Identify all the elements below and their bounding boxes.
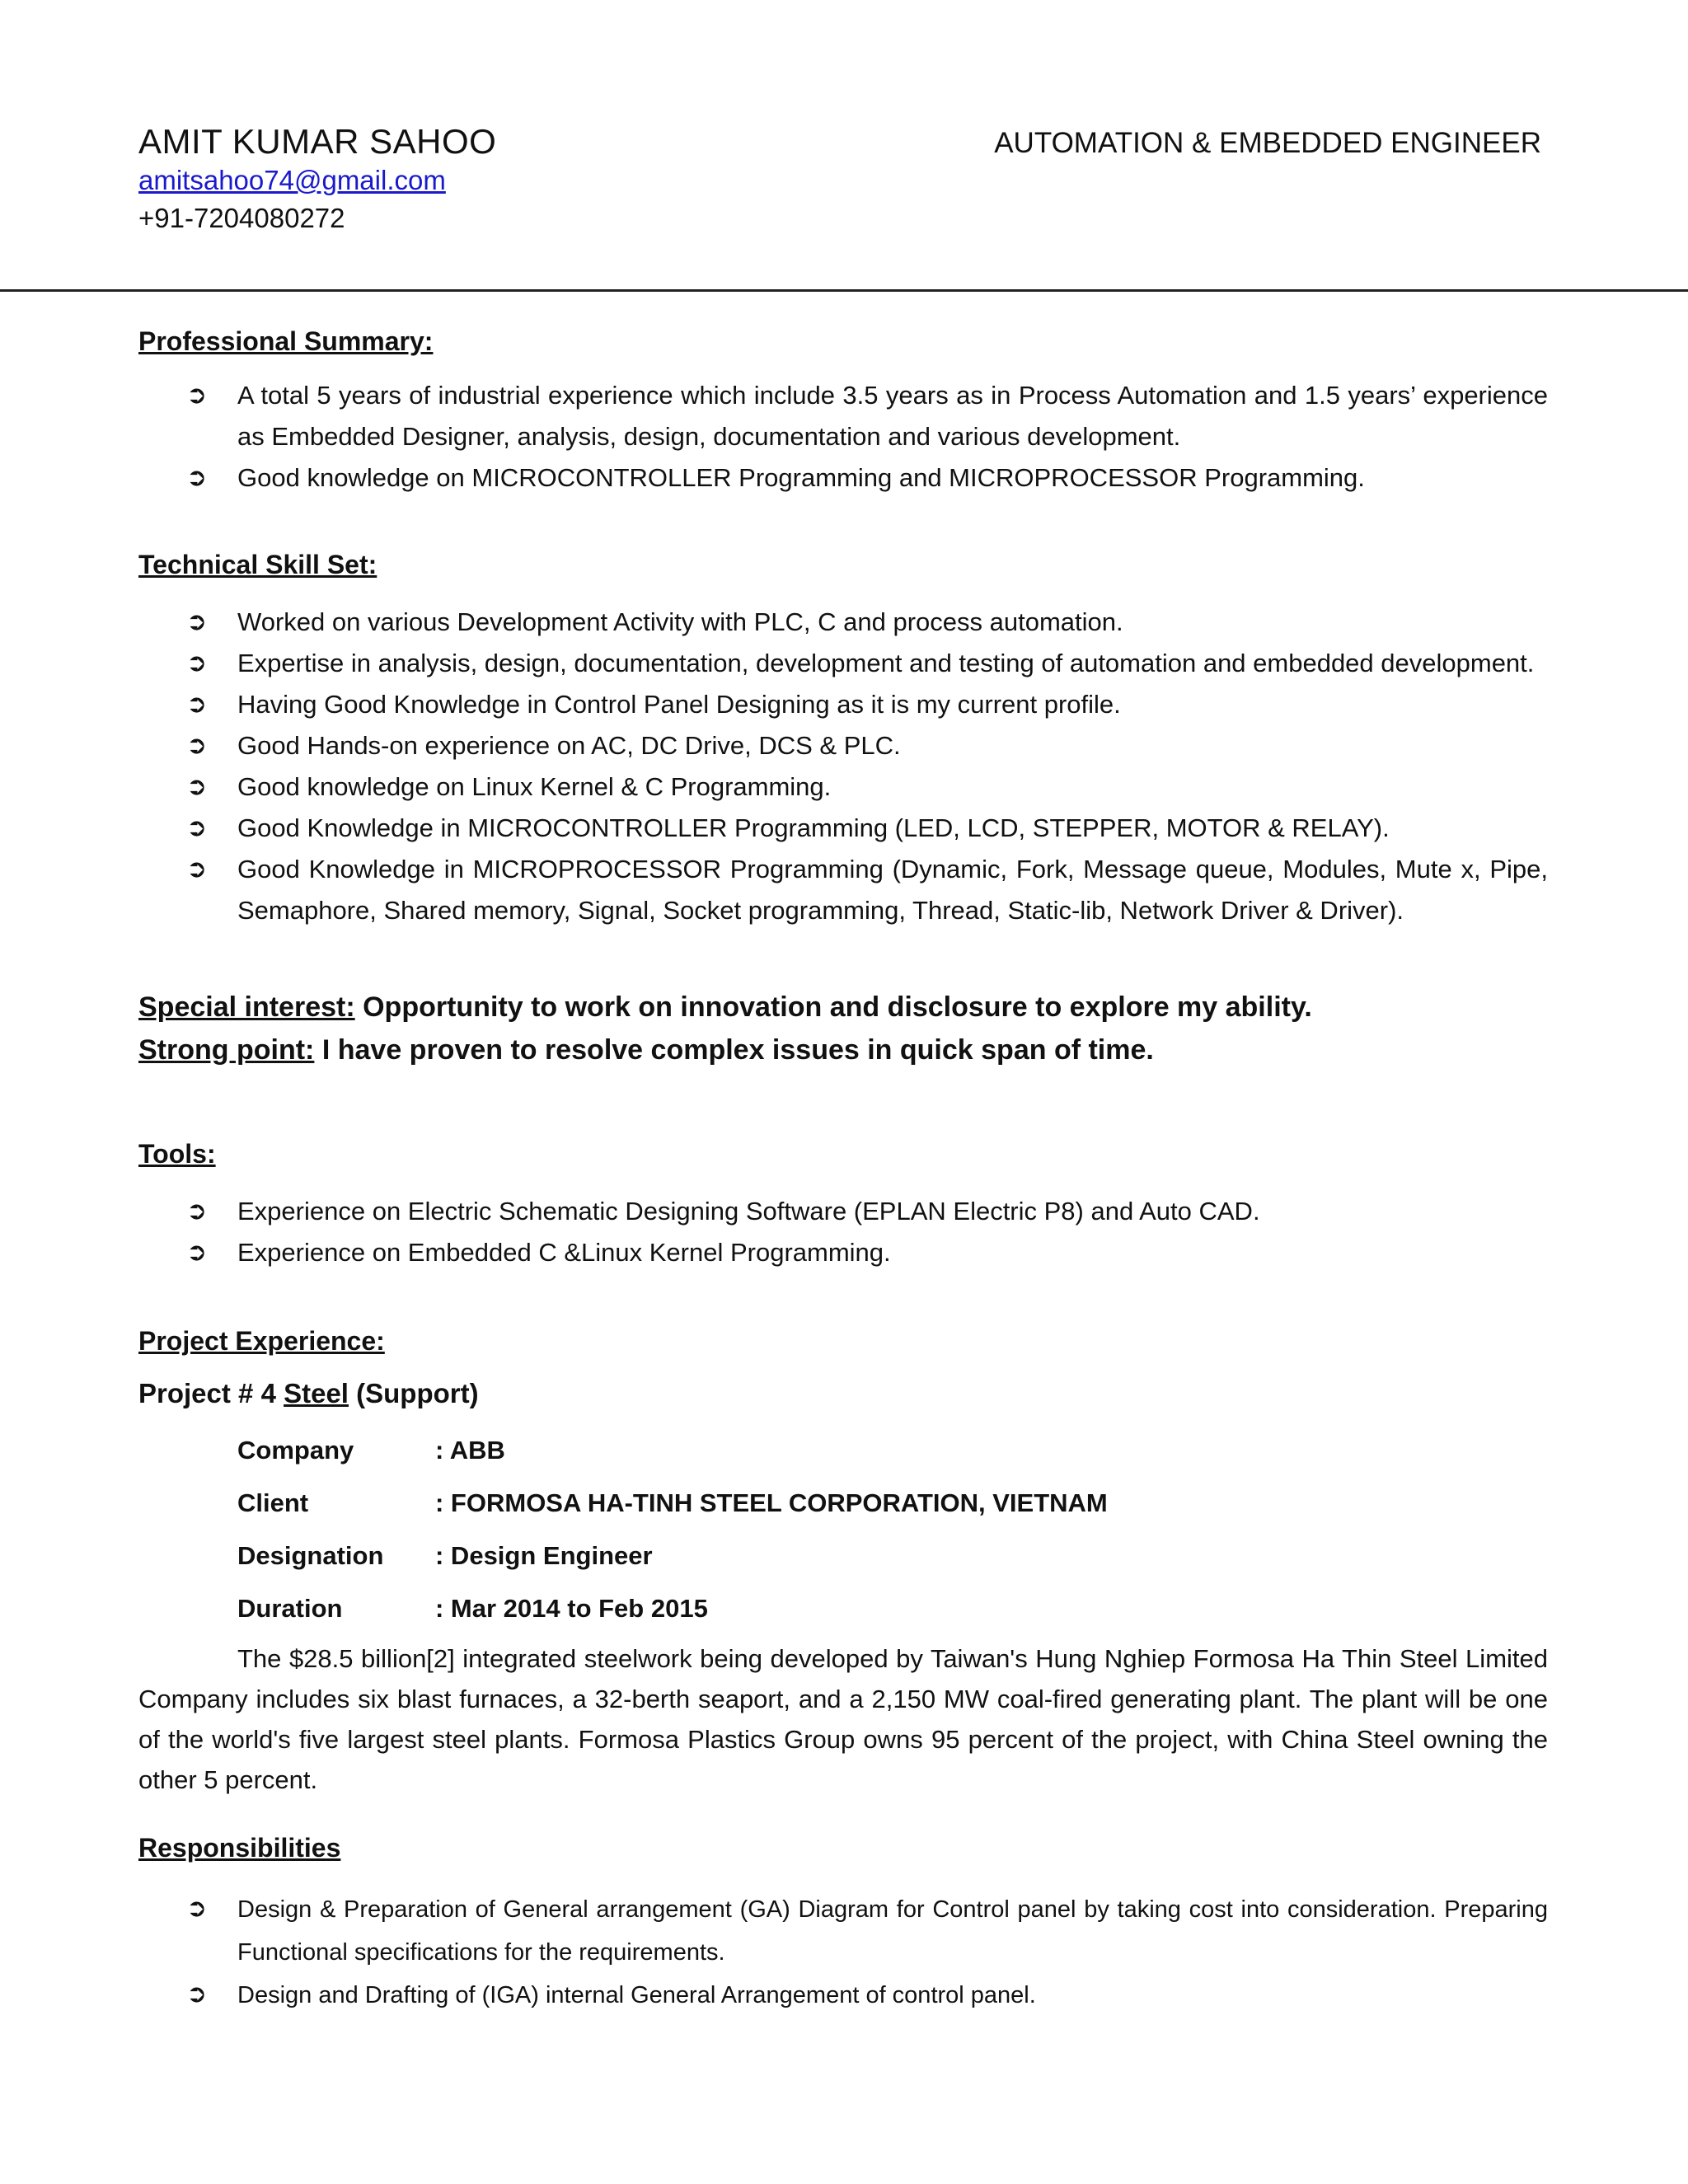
section-heading-technical-skills: Technical Skill Set: <box>138 550 377 579</box>
list-item: ➲ Experience on Embedded C &Linux Kernel Programming. <box>138 1232 1548 1273</box>
strong-point <box>138 1029 1548 1071</box>
special-interest-text: Opportunity to work on innovation and disclosure to explore my ability. <box>354 991 1312 1023</box>
list-item: ➲ Good Knowledge in MICROPROCESSOR Programming (Dynamic, Fork, Message queue, Modules, Mute x, Pipe, Semaphore, Shared memory, Signal, Socket programming, Thread, Static-lib, Network Driver & Driver). <box>138 849 1548 931</box>
list-item: ➲ Good Knowledge in MICROCONTROLLER Programming (LED, LCD, STEPPER, MOTOR & RELAY). <box>138 808 1548 849</box>
tools-list <box>138 1191 1548 1273</box>
list-item: ➲ Design & Preparation of General arrangement (GA) Diagram for Control panel by taking cost into consideration. Preparing Functional specifications for the requirements. <box>138 1888 1548 1974</box>
header-divider <box>0 289 1688 292</box>
candidate-name: AMIT KUMAR SAHOO <box>138 122 497 161</box>
right-arrow-icon: ➲ <box>186 464 208 491</box>
special-interest-label: Special interest: <box>138 991 355 1023</box>
list-item: ➲ Worked on various Development Activity with PLC, C and process automation. <box>138 602 1548 643</box>
project-description: The $28.5 billion[2] integrated steelwork being developed by Taiwan's Hung Nghiep Formosa Ha Thin Steel Limited Company includes six blast furnaces, a 32-berth seaport, and a 2,150 MW coal-fired generating plant. The plant will be one of the world's five largest steel plants. Formosa Plastics Group owns 95 percent of the project, with China Steel owning the other 5 percent. <box>138 1644 1548 1794</box>
table-row: Duration : Mar 2014 to Feb 2015 <box>237 1594 708 1623</box>
table-row: Client : FORMOSA HA-TINH STEEL CORPORATION, VIETNAM <box>237 1488 1108 1517</box>
section-heading-tools: Tools: <box>138 1139 216 1169</box>
right-arrow-icon: ➲ <box>186 608 208 635</box>
table-row: Company : ABB <box>237 1436 505 1465</box>
list-item: ➲ Good knowledge on MICROCONTROLLER Programming and MICROPROCESSOR Programming. <box>138 457 1548 499</box>
section-heading-responsibilities: Responsibilities <box>138 1833 341 1863</box>
right-arrow-icon: ➲ <box>186 1980 208 2008</box>
project-title-link: Steel <box>284 1378 349 1408</box>
right-arrow-icon: ➲ <box>186 732 208 759</box>
list-item: ➲ Good Hands-on experience on AC, DC Drive, DCS & PLC. <box>138 725 1548 766</box>
right-arrow-icon: ➲ <box>186 382 208 409</box>
project-title: Project # 4 Steel (Support) <box>138 1378 479 1408</box>
special-interest <box>138 986 1548 1029</box>
right-arrow-icon: ➲ <box>186 1895 208 1922</box>
list-item: ➲ Having Good Knowledge in Control Panel Designing as it is my current profile. <box>138 684 1548 725</box>
job-title: AUTOMATION & EMBEDDED ENGINEER <box>994 127 1541 159</box>
professional-summary-list <box>138 375 1548 499</box>
technical-skills-list <box>138 602 1548 931</box>
right-arrow-icon: ➲ <box>186 814 208 841</box>
resume-body <box>138 326 1548 2017</box>
right-arrow-icon: ➲ <box>186 773 208 800</box>
list-item: ➲ Good knowledge on Linux Kernel & C Programming. <box>138 766 1548 808</box>
right-arrow-icon: ➲ <box>186 1239 208 1266</box>
list-item: ➲ Design and Drafting of (IGA) internal General Arrangement of control panel. <box>138 1974 1548 2017</box>
right-arrow-icon: ➲ <box>186 1197 208 1225</box>
list-item: ➲ Expertise in analysis, design, documentation, development and testing of automation and embedded development. <box>138 643 1548 684</box>
section-heading-project-experience: Project Experience: <box>138 1326 385 1356</box>
right-arrow-icon: ➲ <box>186 855 208 883</box>
right-arrow-icon: ➲ <box>186 691 208 718</box>
list-item: ➲ Experience on Electric Schematic Designing Software (EPLAN Electric P8) and Auto CAD. <box>138 1191 1548 1232</box>
phone-number: +91-7204080272 <box>138 203 345 233</box>
strong-point-text: I have proven to resolve complex issues in quick span of time. <box>314 1034 1154 1066</box>
responsibilities-list <box>138 1888 1548 2017</box>
list-item: ➲ A total 5 years of industrial experience which include 3.5 years as in Process Automation and 1.5 years’ experience as Embedded Designer, analysis, design, documentation and various development. <box>138 375 1548 457</box>
project-details-table <box>237 1424 1108 1635</box>
email-link[interactable]: amitsahoo74@gmail.com <box>138 165 446 195</box>
table-row: Designation : Design Engineer <box>237 1541 653 1570</box>
section-heading-professional-summary: Professional Summary: <box>138 326 434 356</box>
right-arrow-icon: ➲ <box>186 649 208 677</box>
strong-point-label: Strong point: <box>138 1034 315 1066</box>
